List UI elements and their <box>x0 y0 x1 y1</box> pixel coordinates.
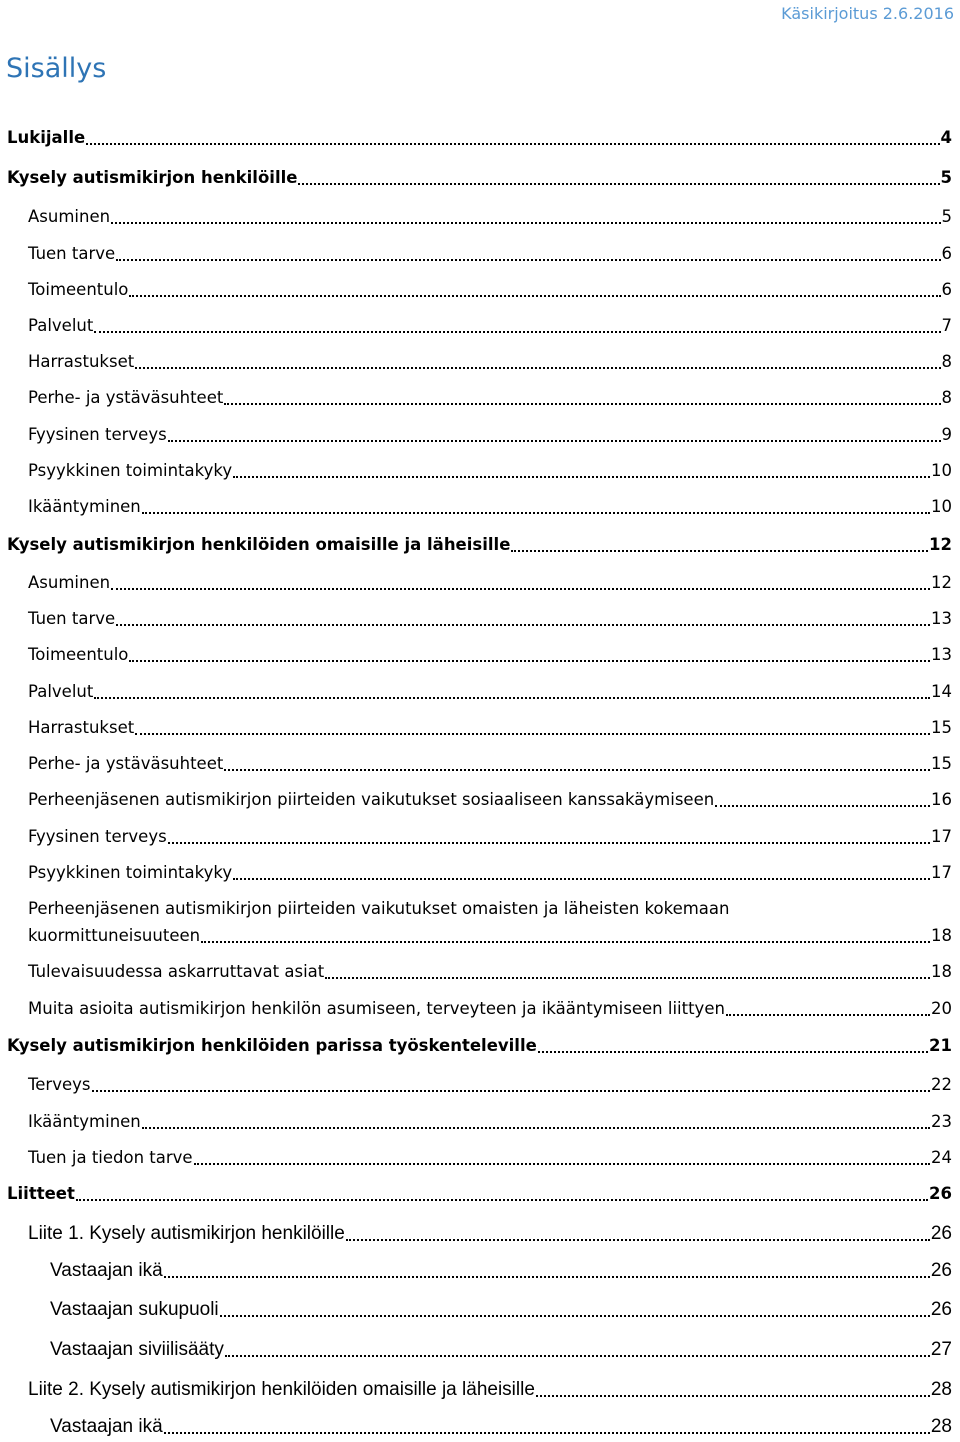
leader-dots <box>538 1051 928 1053</box>
leader-dots <box>129 660 930 662</box>
toc-title: Sisällys <box>6 53 107 84</box>
leader-dots <box>194 1163 930 1165</box>
leader-dots <box>116 259 940 261</box>
toc-entry-liite-1[interactable]: Liite 1. Kysely autismikirjon henkilöille 26 <box>28 1223 952 1244</box>
toc-entry-kysely-henkiloille[interactable]: Kysely autismikirjon henkilöille 5 <box>7 168 952 187</box>
toc-entry-liitteet[interactable]: Liitteet 26 <box>7 1184 952 1203</box>
toc-entry-sosiaalinen-kanssakayminen[interactable]: Perheenjäsenen autismikirjon piirteiden vaikutukset sosiaaliseen kanssakäymiseen 16 <box>28 790 952 809</box>
leader-dots <box>233 476 930 478</box>
leader-dots <box>111 588 930 590</box>
leader-dots <box>111 222 940 224</box>
leader-dots <box>201 941 930 943</box>
toc-entry-harrastukset[interactable]: Harrastukset 8 <box>28 352 952 371</box>
toc-entry-tuen-tiedon-tarve[interactable]: Tuen ja tiedon tarve 24 <box>28 1148 952 1167</box>
leader-dots <box>116 624 930 626</box>
toc-entry-vastaajan-siviilisaaty[interactable]: Vastaajan siviilisääty 27 <box>50 1339 952 1360</box>
leader-dots <box>92 1090 931 1092</box>
toc-entry-vastaajan-sukupuoli[interactable]: Vastaajan sukupuoli 26 <box>50 1299 952 1320</box>
leader-dots <box>168 842 930 844</box>
toc-entry-kysely-tyoskenteleville[interactable]: Kysely autismikirjon henkilöiden parissa työskenteleville 21 <box>7 1036 952 1055</box>
toc-entry-perhe-ystavasuhteet[interactable]: Perhe- ja ystäväsuhteet 8 <box>28 388 952 407</box>
leader-dots <box>94 331 940 333</box>
leader-dots <box>164 1432 930 1434</box>
leader-dots <box>233 878 930 880</box>
leader-dots <box>168 440 941 442</box>
toc-entry-ikaantyminen[interactable]: Ikääntyminen 10 <box>28 497 952 516</box>
toc-entry-vastaajan-ika[interactable]: Vastaajan ikä 26 <box>50 1260 952 1281</box>
toc-entry-palvelut-2[interactable]: Palvelut 14 <box>28 682 952 701</box>
toc-entry-ikaantyminen-3[interactable]: Ikääntyminen 23 <box>28 1112 952 1131</box>
leader-dots <box>726 1014 930 1016</box>
leader-dots <box>86 143 939 145</box>
toc-entry-tulevaisuus[interactable]: Tulevaisuudessa askarruttavat asiat 18 <box>28 962 952 981</box>
leader-dots <box>225 1355 930 1357</box>
leader-dots <box>224 769 930 771</box>
leader-dots <box>142 1127 930 1129</box>
leader-dots <box>536 1395 930 1397</box>
leader-dots <box>94 697 930 699</box>
toc-entry-lukijalle[interactable]: Lukijalle 4 <box>7 128 952 147</box>
toc-entry-harrastukset-2[interactable]: Harrastukset 15 <box>28 718 952 737</box>
toc-entry-toimeentulo[interactable]: Toimeentulo 6 <box>28 280 952 299</box>
toc-entry-asuminen[interactable]: Asuminen 5 <box>28 207 952 226</box>
toc-entry-vastaajan-ika-2[interactable]: Vastaajan ikä 28 <box>50 1416 952 1437</box>
toc-entry-kuormittuneisuus-line1[interactable]: Perheenjäsenen autismikirjon piirteiden vaikutukset omaisten ja läheisten kokemaan <box>28 899 730 918</box>
leader-dots <box>135 367 940 369</box>
document-header-note: Käsikirjoitus 2.6.2016 <box>781 4 954 23</box>
toc-entry-toimeentulo-2[interactable]: Toimeentulo 13 <box>28 645 952 664</box>
toc-entry-tuen-tarve-2[interactable]: Tuen tarve 13 <box>28 609 952 628</box>
leader-dots <box>76 1199 928 1201</box>
toc-entry-psyykkinen-toimintakyky[interactable]: Psyykkinen toimintakyky 10 <box>28 461 952 480</box>
toc-entry-asuminen-2[interactable]: Asuminen 12 <box>28 573 952 592</box>
leader-dots <box>129 295 940 297</box>
toc-entry-fyysinen-terveys[interactable]: Fyysinen terveys 9 <box>28 425 952 444</box>
toc-entry-fyysinen-terveys-2[interactable]: Fyysinen terveys 17 <box>28 827 952 846</box>
toc-entry-palvelut[interactable]: Palvelut 7 <box>28 316 952 335</box>
toc-entry-liite-2[interactable]: Liite 2. Kysely autismikirjon henkilöiden omaisille ja läheisille 28 <box>28 1379 952 1400</box>
toc-entry-muita-asioita[interactable]: Muita asioita autismikirjon henkilön asumiseen, terveyteen ja ikääntymiseen liittyen 20 <box>28 999 952 1018</box>
leader-dots <box>135 733 930 735</box>
toc-entry-terveys[interactable]: Terveys 22 <box>28 1075 952 1094</box>
leader-dots <box>164 1276 930 1278</box>
leader-dots <box>511 550 928 552</box>
leader-dots <box>142 512 930 514</box>
toc-entry-kysely-omaisille[interactable]: Kysely autismikirjon henkilöiden omaisille ja läheisille 12 <box>7 535 952 554</box>
toc-entry-psyykkinen-toimintakyky-2[interactable]: Psyykkinen toimintakyky 17 <box>28 863 952 882</box>
leader-dots <box>298 183 939 185</box>
toc-entry-perhe-ystavasuhteet-2[interactable]: Perhe- ja ystäväsuhteet 15 <box>28 754 952 773</box>
leader-dots <box>325 977 930 979</box>
toc-entry-kuormittuneisuus[interactable]: kuormittuneisuuteen 18 <box>28 926 952 945</box>
toc-entry-tuen-tarve[interactable]: Tuen tarve 6 <box>28 244 952 263</box>
leader-dots <box>346 1239 930 1241</box>
leader-dots <box>220 1315 930 1317</box>
leader-dots <box>715 805 930 807</box>
leader-dots <box>224 403 940 405</box>
